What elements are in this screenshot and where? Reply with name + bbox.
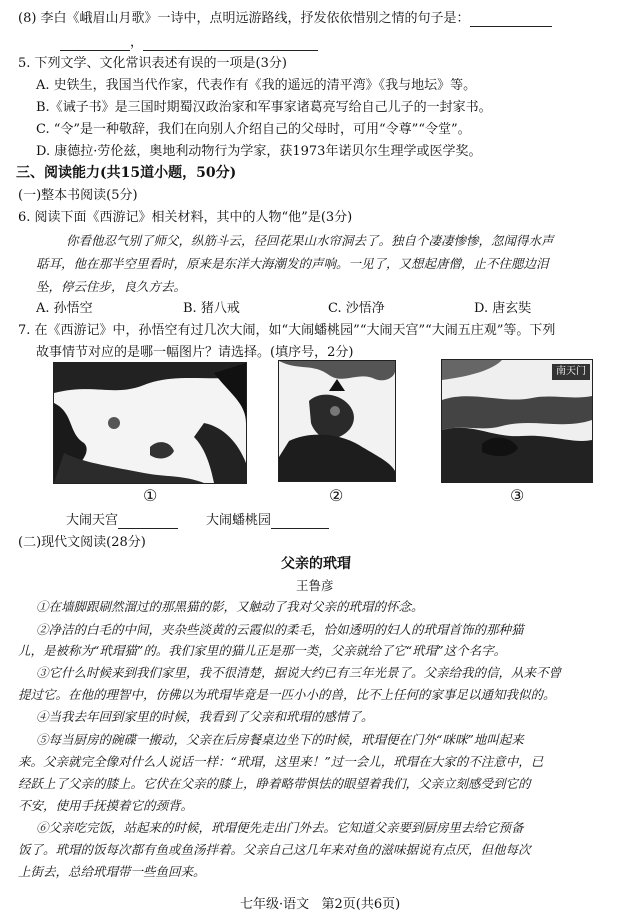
q7-picture-1-number: ① — [143, 486, 158, 505]
q6-option-a: A. 孙悟空 — [36, 301, 93, 316]
q8-answer-blank-2[interactable] — [60, 50, 130, 51]
article-para3-line2: 提过它。在他的理智中，仿佛以为玳瑁毕竟是一匹小小的兽，比不上任何的家事足以通知我似的。 — [18, 687, 556, 702]
article-author: 王鲁彦 — [296, 578, 334, 593]
q7-answer2-label: 大闹蟠桃园 — [206, 513, 272, 528]
article-para6-line2: 饭了。玳瑁的饭每次都有鱼或鱼汤拌着。父亲自己这几年来对鱼的滋味据说有点厌，但他每次 — [18, 842, 531, 857]
article-para3-line1: ③它什么时候来到我们家里，我不很清楚，据说大约已有三年光景了。父亲给我的信，从来不曾 — [36, 665, 562, 680]
article-para1-line1: ①在墙脚跟刷然溜过的那黑猫的影，又触动了我对父亲的玳瑁的怀念。 — [36, 599, 424, 614]
part1-heading: (一)整本书阅读(5分) — [18, 188, 138, 203]
q7-answer2-blank[interactable] — [271, 528, 329, 529]
article-para5-line1: ⑤每当厨房的碗碟一搬动，父亲在后房餐桌边坐下的时候，玳瑁便在门外“咪咪”地叫起来 — [36, 732, 524, 747]
q7-picture-3-number: ③ — [510, 486, 525, 505]
q7-answer1-blank[interactable] — [118, 528, 178, 529]
q7-picture-3-sign: 南天门 — [556, 366, 586, 377]
q6-passage-line3: 坠，停云住步，良久方去。 — [36, 279, 187, 294]
q5-option-a: A. 史铁生，我国当代作家，代表作有《我的遥远的清平湾》《我与地坛》等。 — [36, 78, 477, 93]
article-para2-line1: ②净洁的白毛的中间，夹杂些淡黄的云霞似的柔毛，恰如透明的妇人的玳瑁首饰的那种猫 — [36, 622, 524, 637]
q7-stem-line2: 故事情节对应的是哪一幅图片？请选择。(填序号，2分) — [36, 345, 354, 360]
q7-picture-2-number: ② — [329, 486, 344, 505]
q5-option-b: B.《诫子书》是三国时期蜀汉政治家和军事家诸葛亮写给自己儿子的一封家书。 — [36, 100, 492, 115]
page-footer: 七年级·语文 第2页(共6页) — [240, 897, 401, 912]
q6-option-d: D. 唐玄奘 — [474, 301, 532, 316]
q5-option-d: D. 康德拉·劳伦兹，奥地利动物行为学家，获1973年诺贝尔生理学或医学奖。 — [36, 144, 482, 159]
q8-line1 — [18, 10, 552, 27]
q6-passage-line2: 聒耳，他在那半空里看时，原来是东洋大海潮发的声响。一见了，又想起唐僧，止不住腮边泪 — [36, 256, 549, 271]
article-para5-line2: 来。父亲就完全像对什么人说话一样：“玳瑁，这里来！”过一会儿，玳瑁在大家的不注意中，已 — [18, 754, 544, 769]
article-para5-line3: 经跃上了父亲的膝上。它伏在父亲的膝上，睁着略带惧怯的眼望着我们，父亲立刻感受到它的 — [18, 776, 531, 791]
q6-option-b: B. 猪八戒 — [183, 301, 240, 316]
article-para6-line3: 上街去，总给玳瑁带一些鱼回来。 — [18, 864, 206, 879]
q6-passage-line1: 你看他忍气别了师父，纵筋斗云，径回花果山水帘洞去了。独自个凄凄惨惨，忽闻得水声 — [66, 233, 554, 248]
q8-answer-blank-1[interactable] — [470, 26, 552, 27]
article-para6-line1: ⑥父亲吃完饭，站起来的时候，玳瑁便先走出门外去。它知道父亲要到厨房里去给它预备 — [36, 820, 524, 835]
q6-option-c: C. 沙悟净 — [328, 301, 385, 316]
q7-picture-1-illustration — [54, 363, 246, 483]
q7-answer-row — [66, 512, 329, 529]
part2-heading: (二)现代文阅读(28分) — [18, 535, 146, 550]
section3-heading: 三、阅读能力(共15道小题，50分) — [16, 165, 237, 181]
q7-answer1-label: 大闹天宫 — [66, 513, 119, 528]
q8-line2 — [60, 34, 318, 51]
article-title: 父亲的玳瑁 — [281, 556, 351, 572]
q7-picture-2[interactable] — [278, 360, 396, 482]
q7-picture-3[interactable] — [441, 359, 593, 483]
q5-option-c: C. “令”是一种敬辞，我们在向别人介绍自己的父母时，可用“令尊”“令堂”。 — [36, 122, 471, 137]
q7-stem-line1: 7. 在《西游记》中，孙悟空有过几次大闹，如“大闹蟠桃园”“大闹天宫”“大闹五庄观”等。下列 — [18, 323, 556, 338]
q7-picture-2-illustration — [279, 361, 395, 481]
q7-picture-1[interactable] — [53, 362, 247, 484]
q8-prompt: (8) 李白《峨眉山月歌》一诗中，点明远游路线，抒发依依惜别之情的句子是： — [18, 11, 470, 26]
q8-answer-blank-3[interactable] — [143, 50, 318, 51]
q5-stem: 5. 下列文学、文化常识表述有误的一项是(3分) — [18, 56, 287, 71]
article-para4-line1: ④当我去年回到家里的时候，我看到了父亲和玳瑁的感情了。 — [36, 709, 374, 724]
article-para5-line4: 不安，使用手抚摸着它的颈背。 — [18, 798, 194, 813]
article-para2-line2: 儿，是被称为“玳瑁猫”的。我们家里的猫儿正是那一类，父亲就给了它“玳瑁”这个名字。 — [18, 643, 507, 658]
q8-separator: ， — [130, 35, 144, 50]
q6-stem: 6. 阅读下面《西游记》相关材料，其中的人物“他”是(3分) — [18, 210, 353, 225]
